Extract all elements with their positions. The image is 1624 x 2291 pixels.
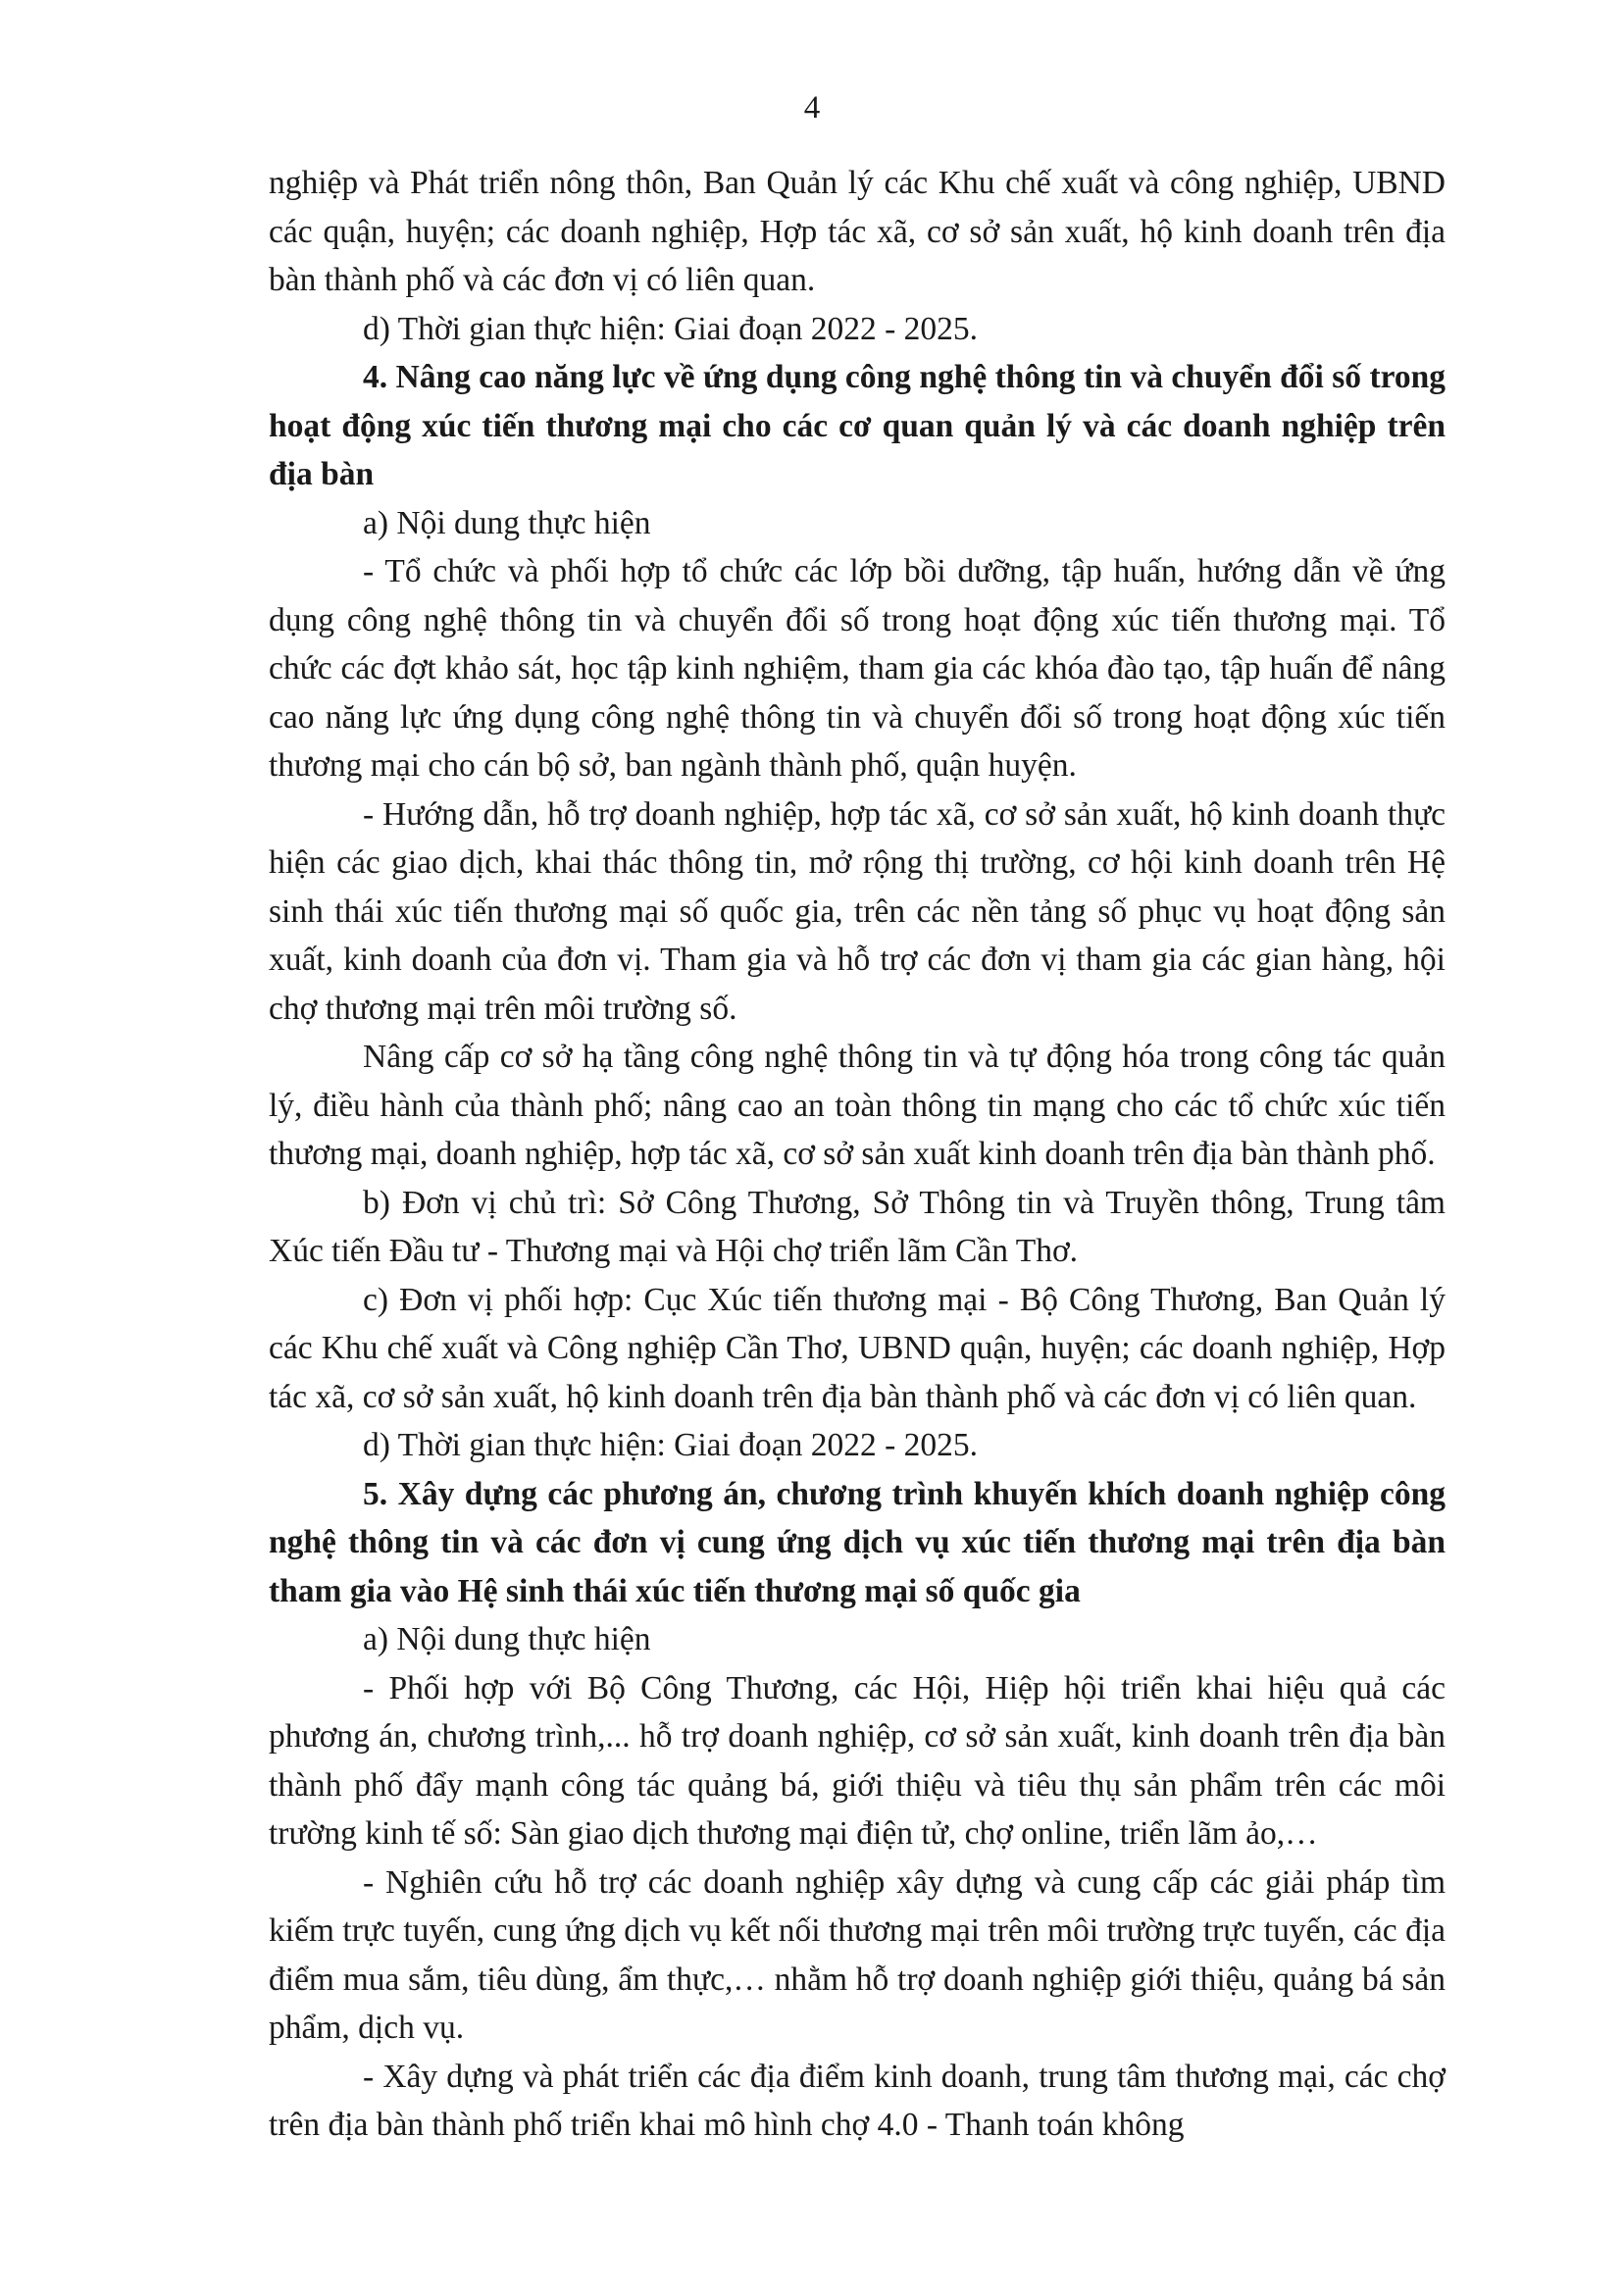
- paragraph-content-label: a) Nội dung thực hiện: [363, 504, 651, 541]
- paragraph-item: - Tổ chức và phối hợp tổ chức các lớp bồi dưỡng, tập huấn, hướng dẫn về ứng dụng công nghệ thông tin và chuyển đổi số trong hoạt động xúc tiến thương mại. Tổ chức các đợt khảo sát, học tập kinh nghiệm, tham gia các khóa đào tạo, tập huấn để nâng cao năng lực ứng dụng công nghệ thông tin và chuyển đổi số trong hoạt động xúc tiến thương mại cho cán bộ sở, ban ngành thành phố, quận huyện.: [269, 553, 1446, 784]
- paragraph-item: Nâng cấp cơ sở hạ tầng công nghệ thông tin và tự động hóa trong công tác quản lý, điều hành của thành phố; nâng cao an toàn thông tin mạng cho các tổ chức xúc tiến thương mại, doanh nghiệp, hợp tác xã, cơ sở sản xuất kinh doanh trên địa bàn thành phố.: [269, 1039, 1446, 1172]
- section-heading-4: 4. Nâng cao năng lực về ứng dụng công nghệ thông tin và chuyển đổi số trong hoạt động xúc tiến thương mại cho các cơ quan quản lý và các doanh nghiệp trên địa bàn: [269, 359, 1446, 492]
- document-body: [269, 159, 1446, 2150]
- paragraph-coordinating-unit: c) Đơn vị phối hợp: Cục Xúc tiến thương mại - Bộ Công Thương, Ban Quản lý các Khu chế xuất và Công nghiệp Cần Thơ, UBND quận, huyện; các doanh nghiệp, Hợp tác xã, cơ sở sản xuất, hộ kinh doanh trên địa bàn thành phố và các đơn vị có liên quan.: [269, 1281, 1446, 1415]
- paragraph-timeline: d) Thời gian thực hiện: Giai đoạn 2022 - 2025.: [363, 1427, 978, 1463]
- paragraph-content-label: a) Nội dung thực hiện: [363, 1621, 651, 1657]
- paragraph-item: - Nghiên cứu hỗ trợ các doanh nghiệp xây dựng và cung cấp các giải pháp tìm kiếm trực tuyến, cung ứng dịch vụ kết nối thương mại trên môi trường trực tuyến, các địa điểm mua sắm, tiêu dùng, ẩm thực,… nhằm hỗ trợ doanh nghiệp giới thiệu, quảng bá sản phẩm, dịch vụ.: [269, 1863, 1446, 2046]
- page-number: 4: [803, 90, 821, 126]
- paragraph-continuation: nghiệp và Phát triển nông thôn, Ban Quản lý các Khu chế xuất và công nghiệp, UBND các quận, huyện; các doanh nghiệp, Hợp tác xã, cơ sở sản xuất, hộ kinh doanh trên địa bàn thành phố và các đơn vị có liên quan.: [269, 165, 1446, 298]
- section-heading-5: 5. Xây dựng các phương án, chương trình khuyến khích doanh nghiệp công nghệ thông tin và các đơn vị cung ứng dịch vụ xúc tiến thương mại trên địa bàn tham gia vào Hệ sinh thái xúc tiến thương mại số quốc gia: [269, 1475, 1446, 1609]
- paragraph-timeline: d) Thời gian thực hiện: Giai đoạn 2022 - 2025.: [363, 310, 978, 347]
- paragraph-lead-unit: b) Đơn vị chủ trì: Sở Công Thương, Sở Thông tin và Truyền thông, Trung tâm Xúc tiến Đầu tư - Thương mại và Hội chợ triển lãm Cần Thơ.: [269, 1184, 1446, 1269]
- paragraph-item: - Phối hợp với Bộ Công Thương, các Hội, Hiệp hội triển khai hiệu quả các phương án, chương trình,... hỗ trợ doanh nghiệp, cơ sở sản xuất, kinh doanh trên địa bàn thành phố đẩy mạnh công tác quảng bá, giới thiệu và tiêu thụ sản phẩm trên các môi trường kinh tế số: Sàn giao dịch thương mại điện tử, chợ online, triển lãm ảo,…: [269, 1669, 1446, 1852]
- paragraph-item: - Hướng dẫn, hỗ trợ doanh nghiệp, hợp tác xã, cơ sở sản xuất, hộ kinh doanh thực hiện các giao dịch, khai thác thông tin, mở rộng thị trường, cơ hội kinh doanh trên Hệ sinh thái xúc tiến thương mại số quốc gia, trên các nền tảng số phục vụ hoạt động sản xuất, kinh doanh của đơn vị. Tham gia và hỗ trợ các đơn vị tham gia các gian hàng, hội chợ thương mại trên môi trường số.: [269, 795, 1446, 1027]
- paragraph-item: - Xây dựng và phát triển các địa điểm kinh doanh, trung tâm thương mại, các chợ trên địa bàn thành phố triển khai mô hình chợ 4.0 - Thanh toán không: [269, 2058, 1446, 2143]
